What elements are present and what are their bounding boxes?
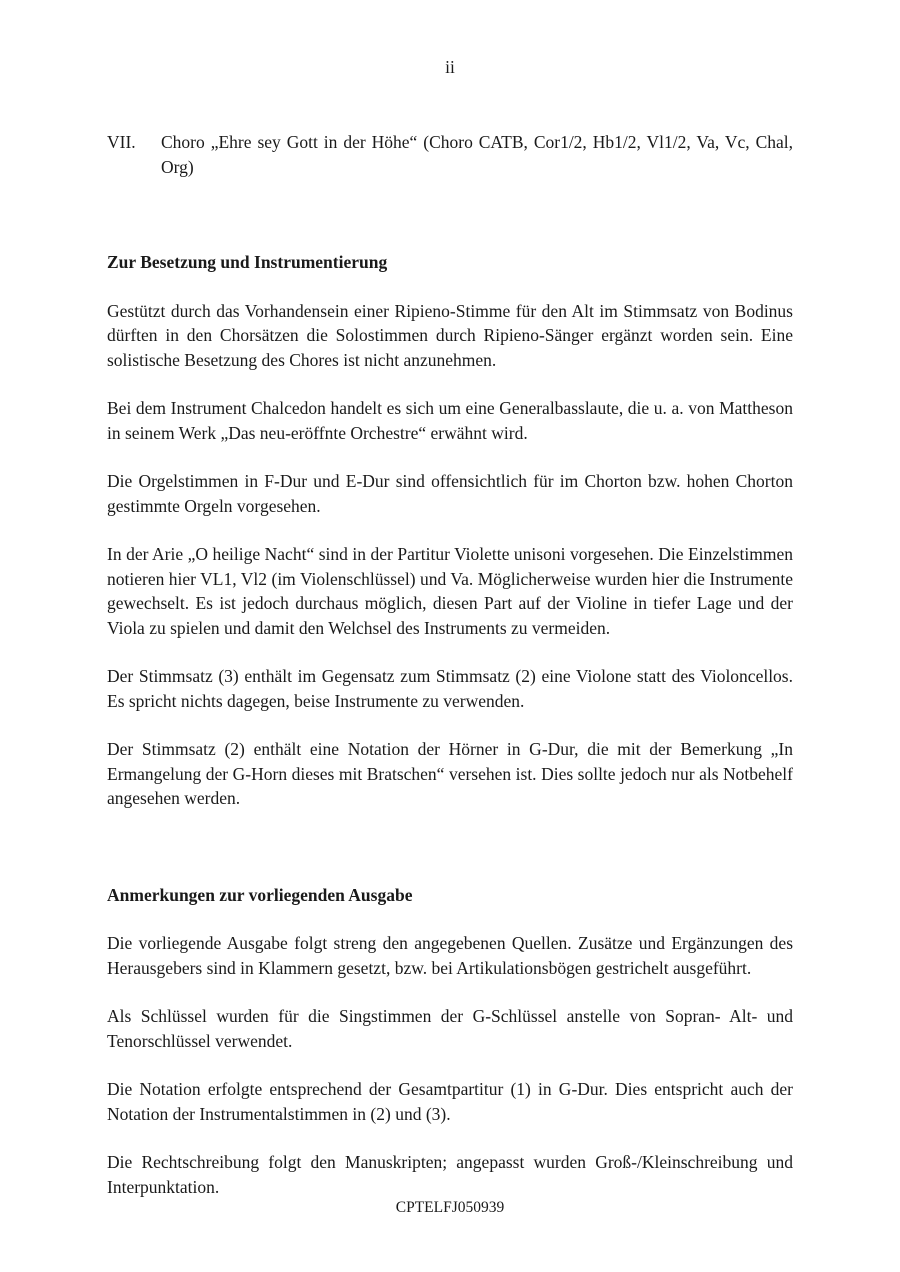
movement-entry [107,130,793,179]
page-number: ii [445,57,455,77]
paragraph: Die Notation erfolgte entsprechend der Gesamtpartitur (1) in G-Dur. Dies entspricht auch der Notation der Instrumentalstimmen in (2) und (3). [107,1079,793,1124]
paragraph: In der Arie „O heilige Nacht“ sind in der Partitur Violette unisoni vorgesehen. Die Einzelstimmen notieren hier VL1, Vl2 (im Violenschlüssel) und Va. Möglicherweise wurden hier die Instrumente gewechselt. Es ist jedoch durchaus möglich, diesen Part auf der Violine in tiefer Lage und der Viola zu spielen und damit den Welchsel des Instruments zu vermeiden. [107,544,793,638]
paragraph: Die Rechtschreibung folgt den Manuskripten; angepasst wurden Groß-/Kleinschreibung und Interpunktation. [107,1152,793,1197]
section-heading-instrumentation: Zur Besetzung und Instrumentierung [107,252,388,272]
paragraph: Als Schlüssel wurden für die Singstimmen der G-Schlüssel anstelle von Sopran- Alt- und Tenorschlüssel verwendet. [107,1006,793,1051]
footer-catalog-number: CPTELFJ050939 [395,1199,505,1216]
paragraph: Der Stimmsatz (3) enthält im Gegensatz zum Stimmsatz (2) eine Violone statt des Violoncellos. Es spricht nichts dagegen, beise Instrumente zu verwenden. [107,666,793,711]
paragraph: Die vorliegende Ausgabe folgt streng den angegebenen Quellen. Zusätze und Ergänzungen des Herausgebers sind in Klammern gesetzt, bzw. bei Artikulationsbögen gestrichelt ausgeführt. [107,933,793,978]
paragraph: Der Stimmsatz (2) enthält eine Notation der Hörner in G-Dur, die mit der Bemerkung „In Ermangelung der G-Horn dieses mit Bratschen“ versehen ist. Dies sollte jedoch nur als Notbehelf angesehen werden. [107,739,793,808]
section-spacer [107,835,793,883]
paragraph: Die Orgelstimmen in F-Dur und E-Dur sind offensichtlich für im Chorton bzw. hohen Chorton gestimmte Orgeln vorgesehen. [107,471,793,516]
section-heading-edition-notes: Anmerkungen zur vorliegenden Ausgabe [107,884,413,905]
page-content [107,130,793,1223]
movement-numeral: VII. [107,132,136,152]
paragraph: Gestützt durch das Vorhandensein einer Ripieno-Stimme für den Alt im Stimmsatz von Bodinus dürften in den Chorsätzen die Solostimmen durch Ripieno-Sänger ergänzt worden sein. Eine solistische Besetzung des Chores ist nicht anzunehmen. [107,300,793,370]
movement-text: Choro „Ehre sey Gott in der Höhe“ (Choro CATB, Cor1/2, Hb1/2, Vl1/2, Va, Vc, Chal, Org) [161,132,793,177]
paragraph: Bei dem Instrument Chalcedon handelt es sich um eine Generalbasslaute, die u. a. von Mattheson in seinem Werk „Das neu-eröffnte Orchestre“ erwähnt wird. [107,398,793,443]
